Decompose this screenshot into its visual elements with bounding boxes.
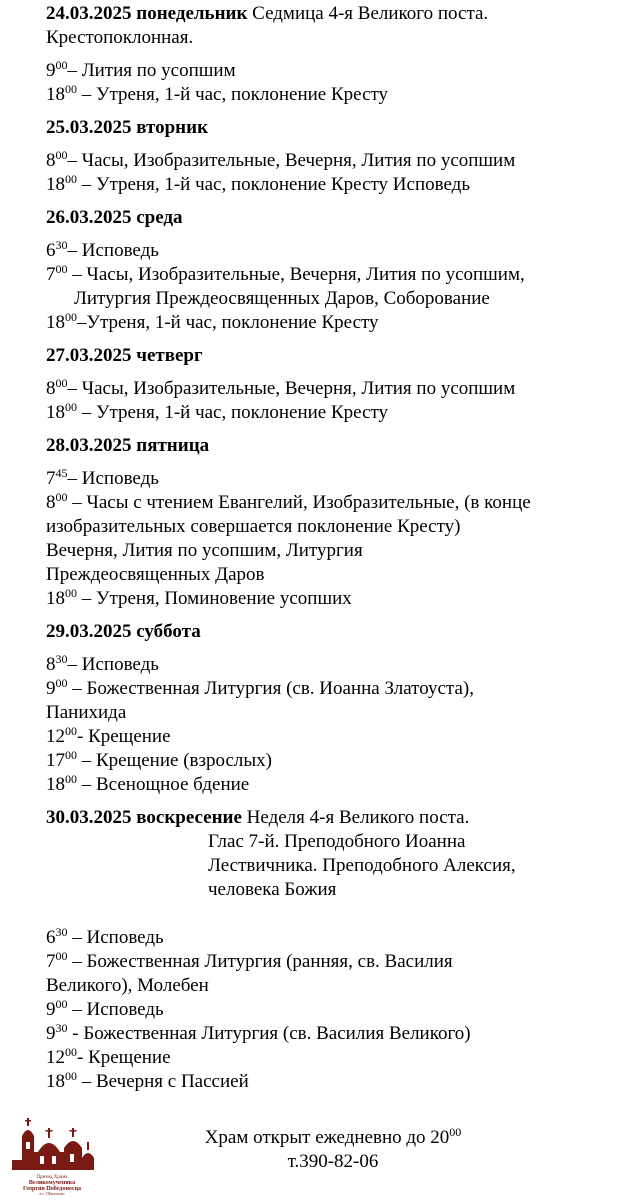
service-line — [46, 1022, 616, 1046]
service-text: – Исповедь — [67, 654, 159, 675]
service-line — [46, 377, 616, 401]
service-line — [46, 998, 616, 1022]
day-date: 30.03.2025 воскресение — [46, 807, 242, 828]
service-text: - Крещение — [77, 1047, 171, 1068]
service-hour: 8 — [46, 150, 56, 171]
svg-text:Георгия Победоносца: Георгия Победоносца — [22, 1186, 82, 1192]
day-block — [46, 620, 616, 797]
day-header-line — [46, 206, 616, 230]
service-line — [46, 59, 616, 83]
service-minutes: 00 — [55, 997, 68, 1011]
day-header-line — [46, 434, 616, 458]
day-date: 24.03.2025 понедельник — [46, 3, 248, 24]
service-line — [46, 653, 616, 677]
day-date: 27.03.2025 четверг — [46, 345, 203, 366]
service-line — [46, 749, 616, 773]
service-line — [46, 311, 616, 335]
service-minutes: 00 — [65, 1069, 77, 1083]
day-header-line — [46, 116, 616, 140]
day-title-cont: человека Божия — [208, 879, 337, 900]
service-line — [46, 773, 616, 797]
service-minutes: 30 — [55, 1021, 68, 1035]
svg-text:Приход Храма: Приход Храма — [36, 1175, 68, 1180]
day-block — [46, 116, 616, 197]
service-hour: 18 — [46, 312, 65, 333]
service-hour: 18 — [46, 84, 65, 105]
service-hour: 9 — [46, 1023, 56, 1044]
service-minutes: 00 — [65, 310, 77, 324]
service-hour: 12 — [46, 726, 65, 747]
service-text: - Крещение — [77, 726, 171, 747]
service-text: – Часы, Изобразительные, Вечерня, Лития по усопшим — [67, 150, 516, 171]
service-text: – Утреня, 1-й час, поклонение Кресту Исповедь — [77, 174, 471, 195]
service-minutes: 30 — [55, 652, 68, 666]
day-header — [46, 434, 616, 458]
service-hour: 18 — [46, 1071, 65, 1092]
service-minutes: 30 — [55, 925, 68, 939]
service-minutes: 00 — [65, 82, 77, 96]
svg-text:в с. Шипилово: в с. Шипилово — [39, 1191, 65, 1196]
schedule — [46, 2, 616, 1103]
service-hour: 9 — [46, 999, 56, 1020]
svg-text:Великомученика: Великомученика — [28, 1180, 76, 1186]
service-minutes: 00 — [55, 262, 68, 276]
open-hours — [0, 1126, 626, 1150]
service-line — [46, 725, 616, 749]
service-line — [46, 83, 616, 107]
service-minutes: 00 — [65, 748, 77, 762]
service-minutes: 00 — [55, 58, 68, 72]
service-text: – Часы, Изобразительные, Вечерня, Лития по усопшим, — [67, 264, 525, 285]
service-text: – Исповедь — [67, 999, 164, 1020]
service-minutes: 00 — [55, 148, 68, 162]
day-block-sunday — [46, 806, 616, 1094]
service-minutes: 00 — [65, 172, 77, 186]
service-minutes: 00 — [65, 1045, 77, 1059]
day-date: 28.03.2025 пятница — [46, 435, 210, 456]
service-hour: 8 — [46, 378, 56, 399]
service-minutes: 30 — [55, 238, 68, 252]
day-header — [46, 806, 616, 902]
service-text: – Божественная Литургия (св. Иоанна Златоуста), — [67, 678, 474, 699]
day-header-line — [46, 2, 616, 26]
service-line — [46, 950, 616, 974]
service-line — [46, 926, 616, 950]
service-hour: 9 — [46, 60, 56, 81]
day-header — [46, 206, 616, 230]
service-text: – Всенощное бдение — [77, 774, 250, 795]
day-title-cont: Лествичника. Преподобного Алексия, — [208, 855, 516, 876]
service-hour: 8 — [46, 654, 56, 675]
service-minutes: 00 — [55, 490, 68, 504]
service-line — [46, 149, 616, 173]
service-cont: Преждеосвященных Даров — [46, 564, 265, 585]
day-block — [46, 2, 616, 107]
day-title-cont: Крестопоклонная. — [46, 27, 194, 48]
service-minutes: 45 — [55, 466, 68, 480]
service-line — [46, 1070, 616, 1094]
service-cont: Великого), Молебен — [46, 975, 209, 996]
service-text: – Исповедь — [67, 927, 164, 948]
service-text: –Утреня, 1-й час, поклонение Кресту — [77, 312, 379, 333]
day-date: 25.03.2025 вторник — [46, 117, 209, 138]
service-text: Божественная Литургия (св. Василия Великого) — [78, 1023, 471, 1044]
open-hours-text: Храм открыт ежедневно до 20 — [204, 1127, 450, 1148]
service-cont: Литургия Преждеосвященных Даров, Соборование — [74, 288, 490, 309]
service-line — [46, 263, 616, 287]
day-header — [46, 116, 616, 140]
service-text: – Лития по усопшим — [67, 60, 236, 81]
day-date: 26.03.2025 среда — [46, 207, 183, 228]
service-minutes: 00 — [65, 586, 77, 600]
service-line — [46, 173, 616, 197]
service-hour: 6 — [46, 240, 56, 261]
day-header — [46, 620, 616, 644]
service-minutes: 00 — [65, 724, 77, 738]
service-minutes: 00 — [55, 376, 68, 390]
footer — [0, 1126, 626, 1174]
service-hour: 17 — [46, 750, 65, 771]
service-text: – Вечерня с Пассией — [77, 1071, 249, 1092]
service-dash: - — [67, 1023, 79, 1044]
service-text: – Крещение (взрослых) — [77, 750, 272, 771]
service-line — [46, 239, 616, 263]
service-text: – Утреня, 1-й час, поклонение Кресту — [77, 402, 389, 423]
service-minutes: 00 — [55, 949, 68, 963]
phone-number: т.390-82-06 — [287, 1151, 379, 1172]
service-hour: 7 — [46, 468, 56, 489]
service-minutes: 00 — [65, 400, 77, 414]
service-hour: 8 — [46, 492, 56, 513]
day-date: 29.03.2025 суббота — [46, 621, 201, 642]
open-hours-minutes: 00 — [449, 1125, 462, 1139]
service-text: – Часы с чтением Евангелий, Изобразительные, (в конце — [67, 492, 531, 513]
service-line — [46, 1046, 616, 1070]
service-text: – Исповедь — [67, 240, 159, 261]
day-header-line — [46, 620, 616, 644]
service-text: – Утреня, 1-й час, поклонение Кресту — [77, 84, 389, 105]
service-hour: 18 — [46, 588, 65, 609]
service-text: – Исповедь — [67, 468, 159, 489]
day-block — [46, 434, 616, 611]
service-text: – Часы, Изобразительные, Вечерня, Лития по усопшим — [67, 378, 516, 399]
service-cont: изобразительных совершается поклонение Кресту) — [46, 516, 461, 537]
service-minutes: 00 — [65, 772, 77, 786]
service-text: – Утреня, Поминовение усопших — [77, 588, 352, 609]
service-hour: 18 — [46, 402, 65, 423]
service-line — [46, 401, 616, 425]
day-title-cont: Глас 7-й. Преподобного Иоанна — [208, 831, 466, 852]
day-block — [46, 206, 616, 335]
service-hour: 7 — [46, 951, 56, 972]
service-minutes: 00 — [55, 676, 68, 690]
service-hour: 9 — [46, 678, 56, 699]
day-header — [46, 344, 616, 368]
service-hour: 12 — [46, 1047, 65, 1068]
service-line — [46, 491, 616, 515]
service-cont: Панихида — [46, 702, 127, 723]
service-line — [46, 587, 616, 611]
day-title: Седмица 4-я Великого поста. — [252, 3, 489, 24]
service-line — [46, 467, 616, 491]
day-title: Неделя 4-я Великого поста. — [246, 807, 470, 828]
service-hour: 6 — [46, 927, 56, 948]
day-block — [46, 344, 616, 425]
service-hour: 7 — [46, 264, 56, 285]
day-header-line — [46, 344, 616, 368]
service-cont: Вечерня, Лития по усопшим, Литургия — [46, 540, 363, 561]
service-text: – Божественная Литургия (ранняя, св. Василия — [67, 951, 453, 972]
service-line — [46, 677, 616, 701]
day-header — [46, 2, 616, 50]
service-hour: 18 — [46, 174, 65, 195]
service-hour: 18 — [46, 774, 65, 795]
day-header-line — [46, 806, 616, 830]
